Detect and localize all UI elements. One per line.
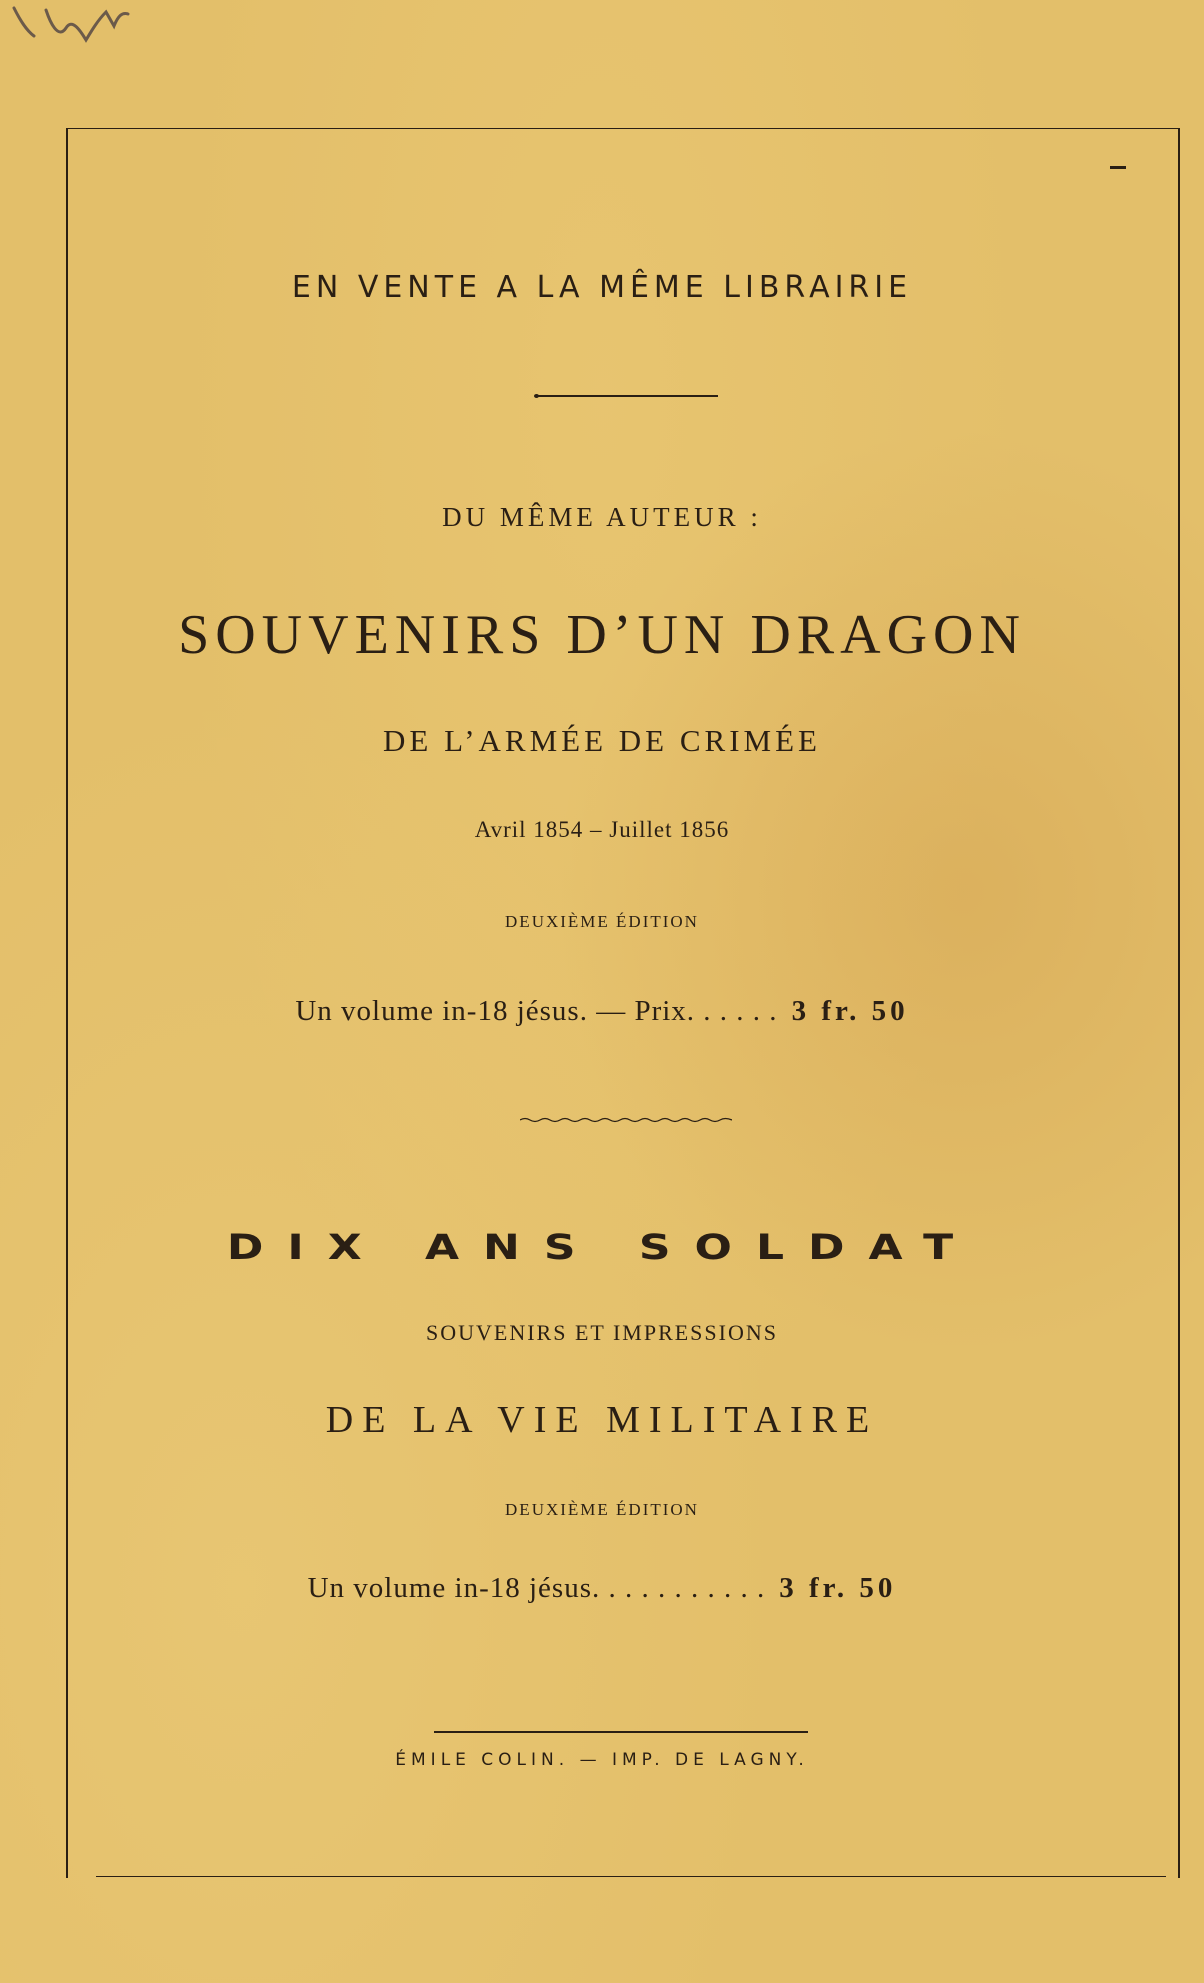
book2-title: DIX ANS SOLDAT (226, 1227, 978, 1268)
wavy-divider (520, 1116, 732, 1124)
book1-edition: DEUXIÈME ÉDITION (505, 912, 699, 931)
book1-price: 3 fr. 50 (791, 995, 909, 1027)
header-title: EN VENTE A LA MÊME LIBRAIRIE (291, 270, 913, 305)
book2-price: 3 fr. 50 (779, 1572, 897, 1604)
book2-edition: DEUXIÈME ÉDITION (505, 1500, 699, 1519)
bottom-border-rule (96, 1876, 1166, 1877)
header-divider (538, 395, 718, 397)
imprint-divider (434, 1731, 808, 1733)
book2-subtitle-line2: DE LA VIE MILITAIRE (325, 1399, 879, 1441)
corner-dash (1110, 166, 1126, 169)
book1-subtitle: DE L’ARMÉE DE CRIMÉE (383, 723, 821, 758)
imprint: ÉMILE COLIN. — IMP. DE LAGNY. (395, 1750, 809, 1770)
book2-price-line (0, 1572, 1204, 1605)
author-line: DU MÊME AUTEUR : (442, 502, 762, 532)
book2-subtitle-line1: SOUVENIRS ET IMPRESSIONS (426, 1320, 778, 1345)
pencil-annotation (6, 0, 136, 70)
book1-format: Un volume in-18 jésus. — Prix. . . . . . (295, 995, 778, 1027)
book1-title: SOUVENIRS D’UN DRAGON (178, 604, 1026, 666)
book1-price-line (0, 995, 1204, 1028)
book1-dates: Avril 1854 – Juillet 1856 (474, 817, 730, 842)
book2-format: Un volume in-18 jésus. . . . . . . . . . . (307, 1572, 766, 1604)
